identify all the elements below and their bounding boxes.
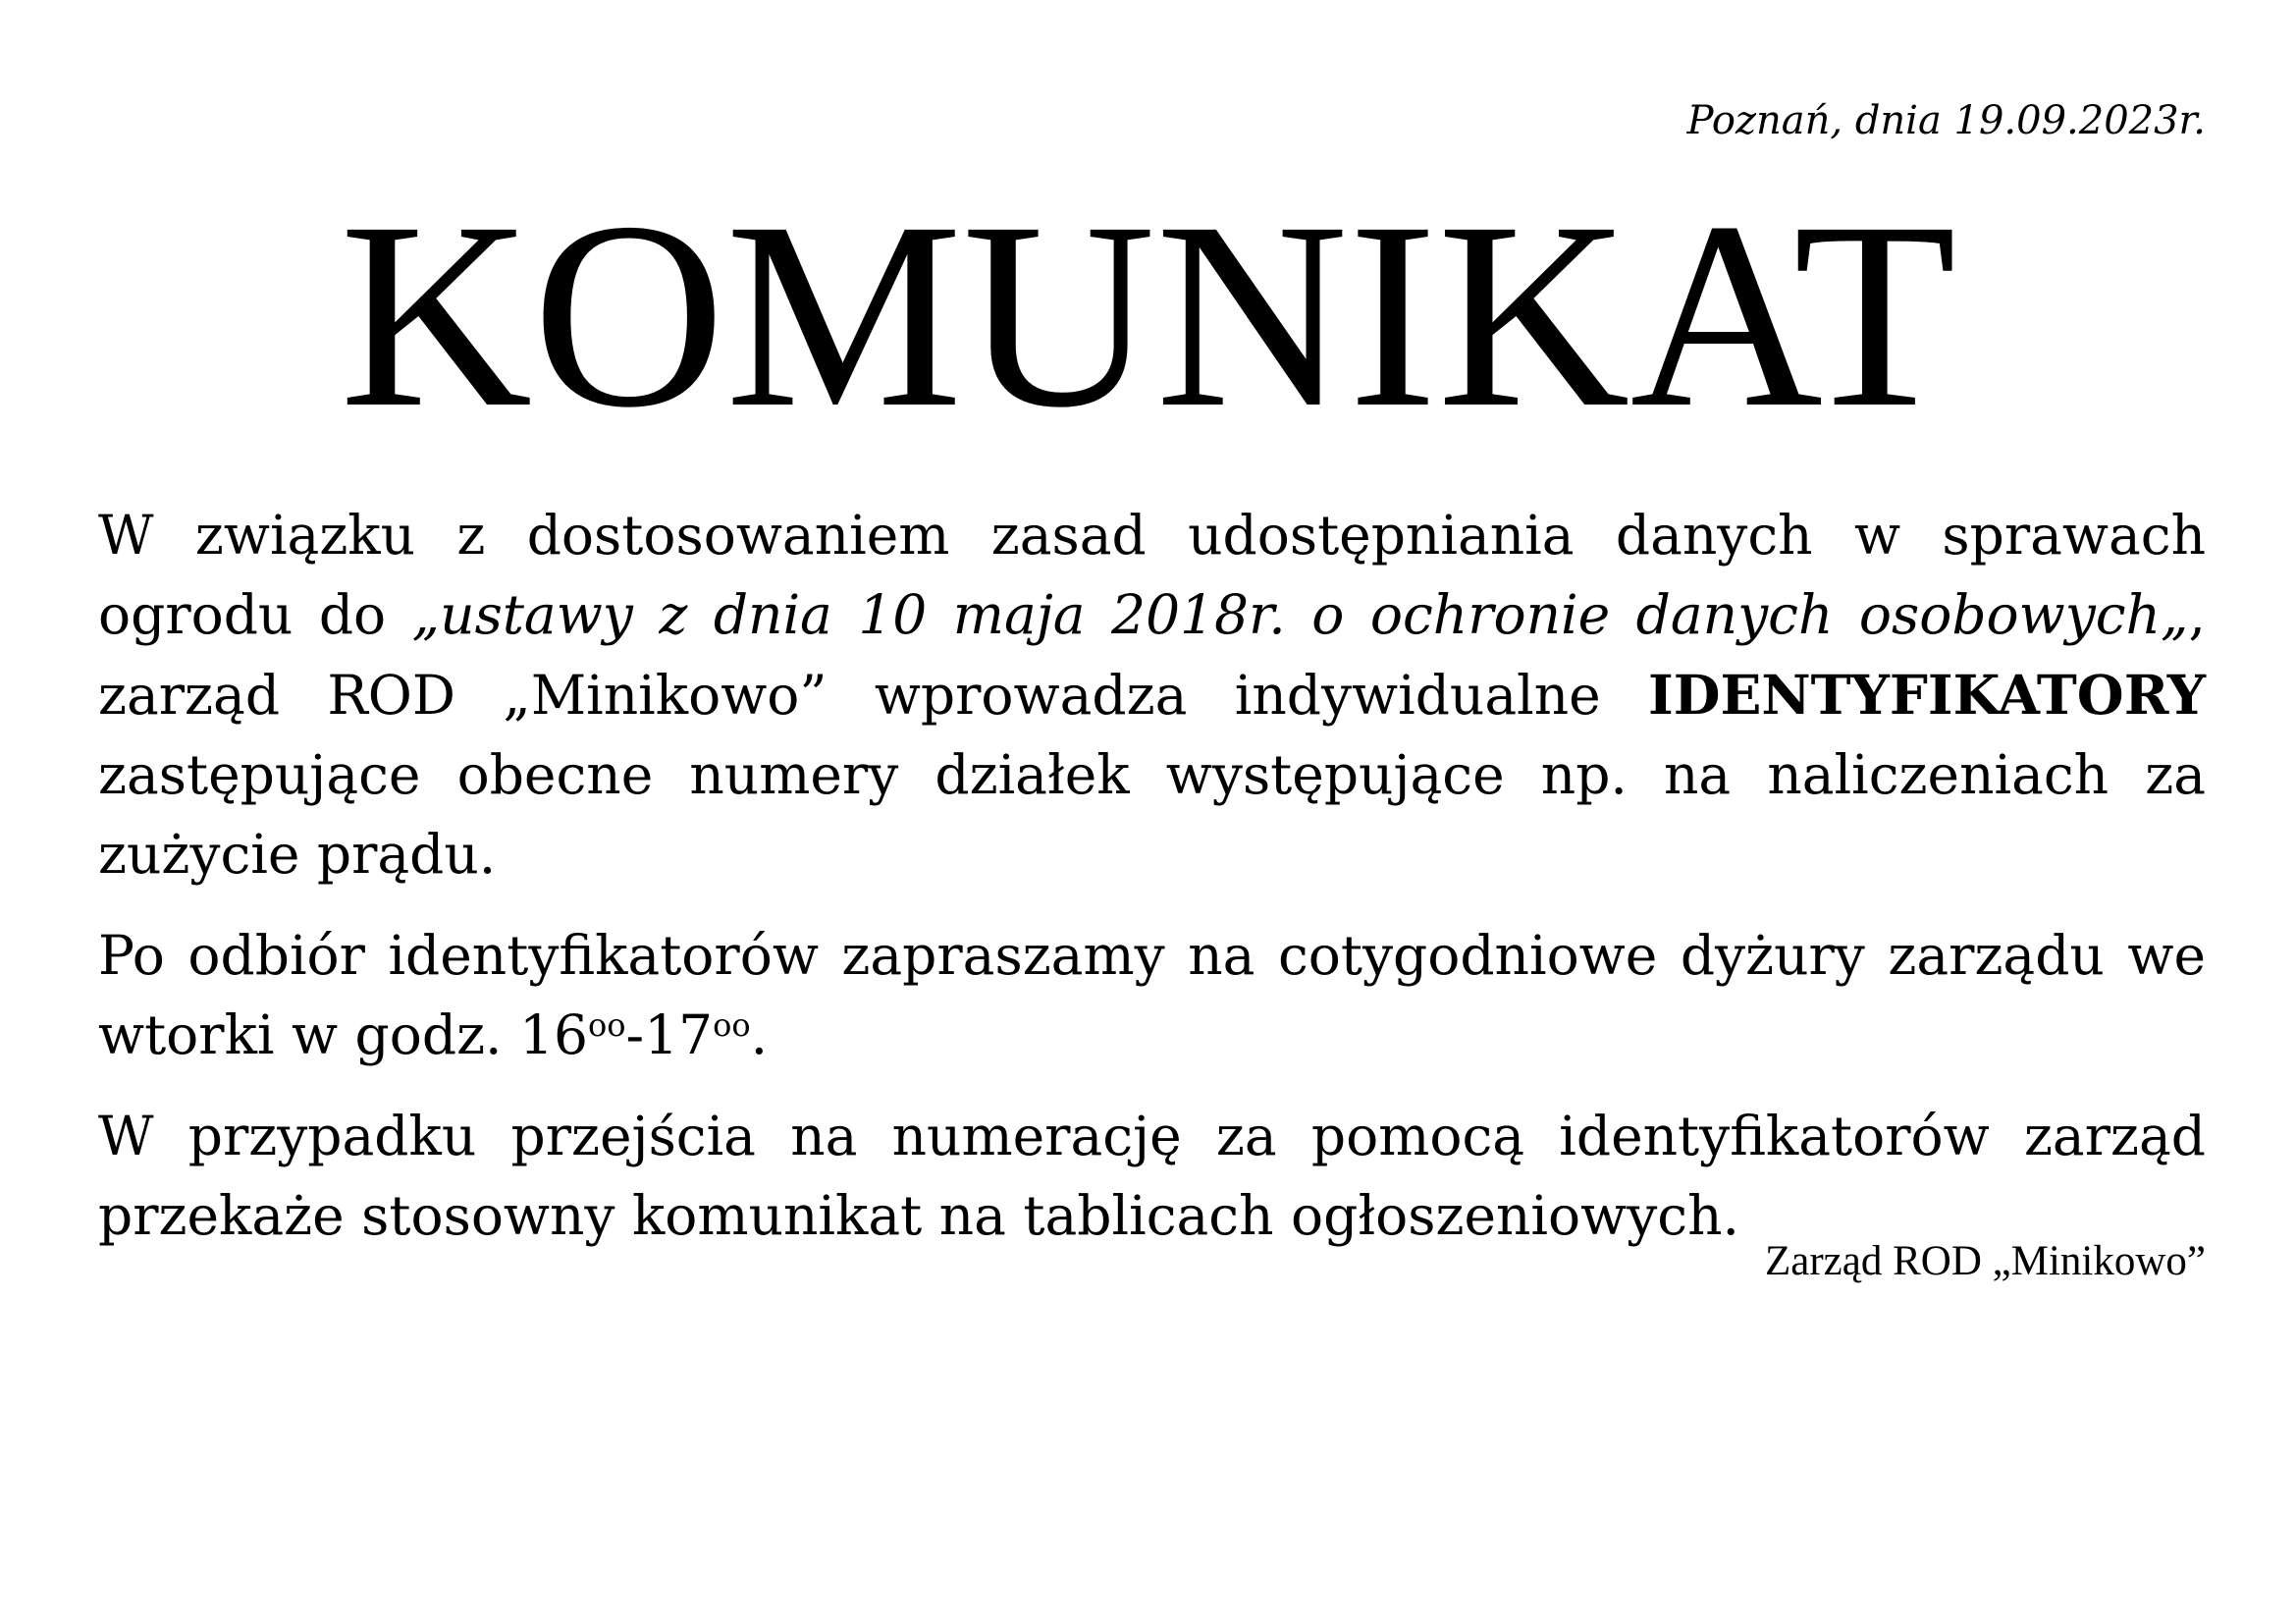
document-body [98,496,2206,1277]
law-citation: „ustawy z dnia 10 maja 2018r. o ochronie danych osobowych„ [411,583,2189,646]
hour-end-minutes: oo [713,1006,751,1044]
paragraph-2 [98,916,2206,1075]
hour-range-end: -17 [625,1003,714,1066]
document-title: KOMUNIKAT [339,167,1956,462]
paragraph-2-text: Po odbiór identyfikatorów zapraszamy na cotygodniowe dyżury zarządu we wtorki w godz. 16 [98,924,2206,1066]
paragraph-2-end: . [750,1003,769,1066]
paragraph-3 [98,1097,2206,1256]
paragraph-1-text-a: W związku z dostosowaniem zasad udostępniania danych w sprawach ogrodu do [98,504,2206,646]
paragraph-3-text: W przypadku przejścia na numerację za pomocą identyfikatorów zarząd przekaże stosowny komunikat na tablicach ogłoszeniowych. [98,1105,2206,1247]
identifiers-emphasis: IDENTYFIKATORY [1648,663,2206,727]
paragraph-1-text-c: zastępujące obecne numery działek występujące np. na naliczeniach za zużycie prądu. [98,743,2206,886]
paragraph-1 [98,496,2206,894]
paragraph-1-text-b: , zarząd ROD „Minikowo” wprowadza indywidualne [98,583,2206,727]
signature: Zarząd ROD „Minikowo” [1765,1238,2206,1284]
place-date: Poznań, dnia 19.09.2023r. [1686,98,2206,143]
hour-start-minutes: oo [588,1006,626,1044]
